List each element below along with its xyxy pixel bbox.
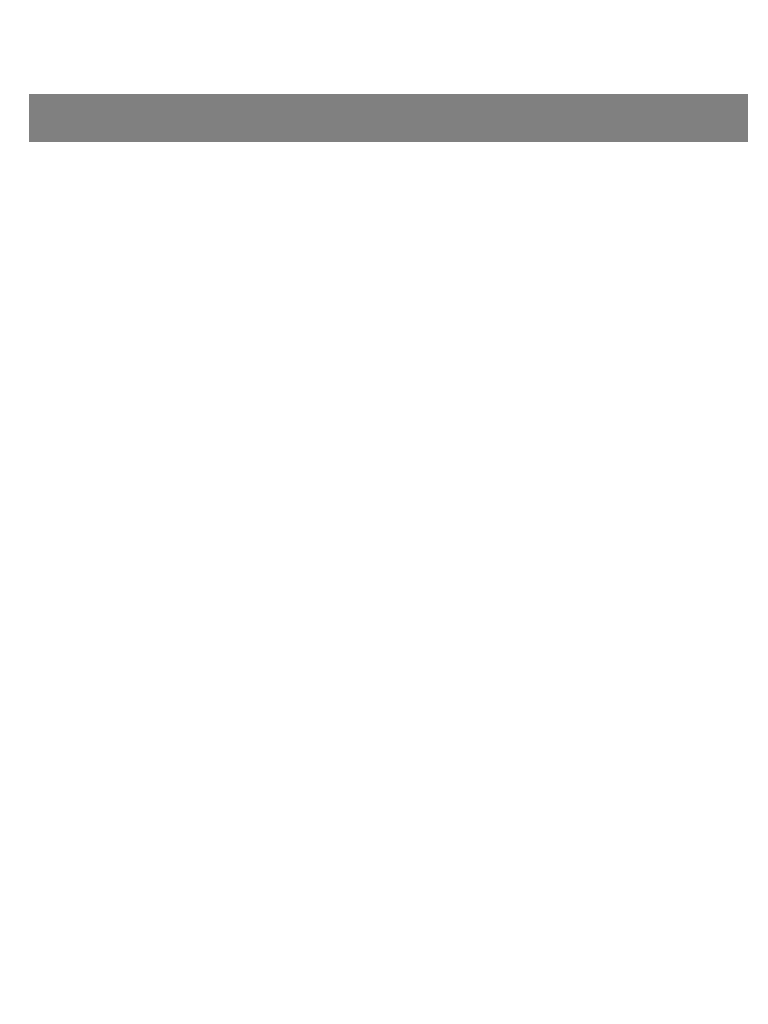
header-band-overflow	[737, 94, 748, 142]
header-band	[29, 94, 737, 142]
